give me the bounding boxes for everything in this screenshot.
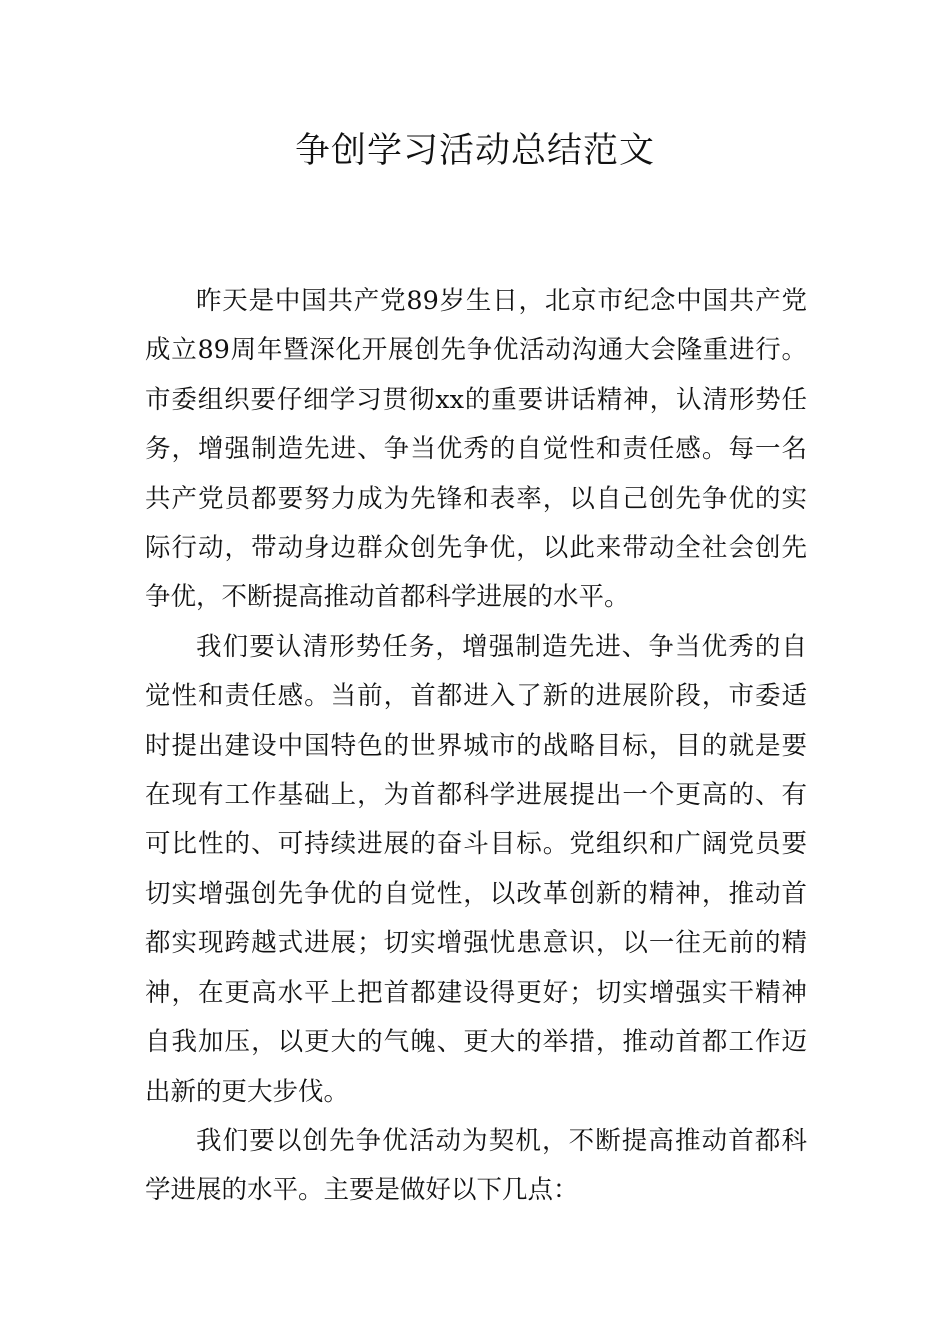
document-title: 争创学习活动总结范文 [294,131,655,171]
paragraph-2: 我们要认清形势任务，增强制造先进、争当优秀的自觉性和责任感。当前，首都进入了新的进展阶段，市委适时提出建设中国特色的世界城市的战略目标，目的就是要在现有工作基础上，为首都科学进展提出一个更高的、有可比性的、可持续进展的奋斗目标。党组织和广阔党员要切实增强创先争优的自觉性，以改革创新的精神，推动首都实现跨越式进展；切实增强忧患意识，以一往无前的精神，在更高水平上把首都建设得更好；切实增强实干精神自我加压，以更大的气魄、更大的举措，推动首都工作迈出新的更大步伐。 [145,631,807,1107]
paragraph-3: 我们要以创先争优活动为契机，不断提高推动首都科学进展的水平。主要是做好以下几点： [145,1125,807,1206]
document-body [145,277,807,1216]
paragraph-1: 昨天是中国共产党89岁生日，北京市纪念中国共产党成立89周年暨深化开展创先争优活动沟通大会隆重进行。市委组织要仔细学习贯彻xx的重要讲话精神，认清形势任务，增强制造先进、争当优秀的自觉性和责任感。每一名共产党员都要努力成为先锋和表率，以自己创先争优的实际行动，带动身边群众创先争优，以此来带动全社会创先争优，不断提高推动首都科学进展的水平。 [145,286,807,613]
